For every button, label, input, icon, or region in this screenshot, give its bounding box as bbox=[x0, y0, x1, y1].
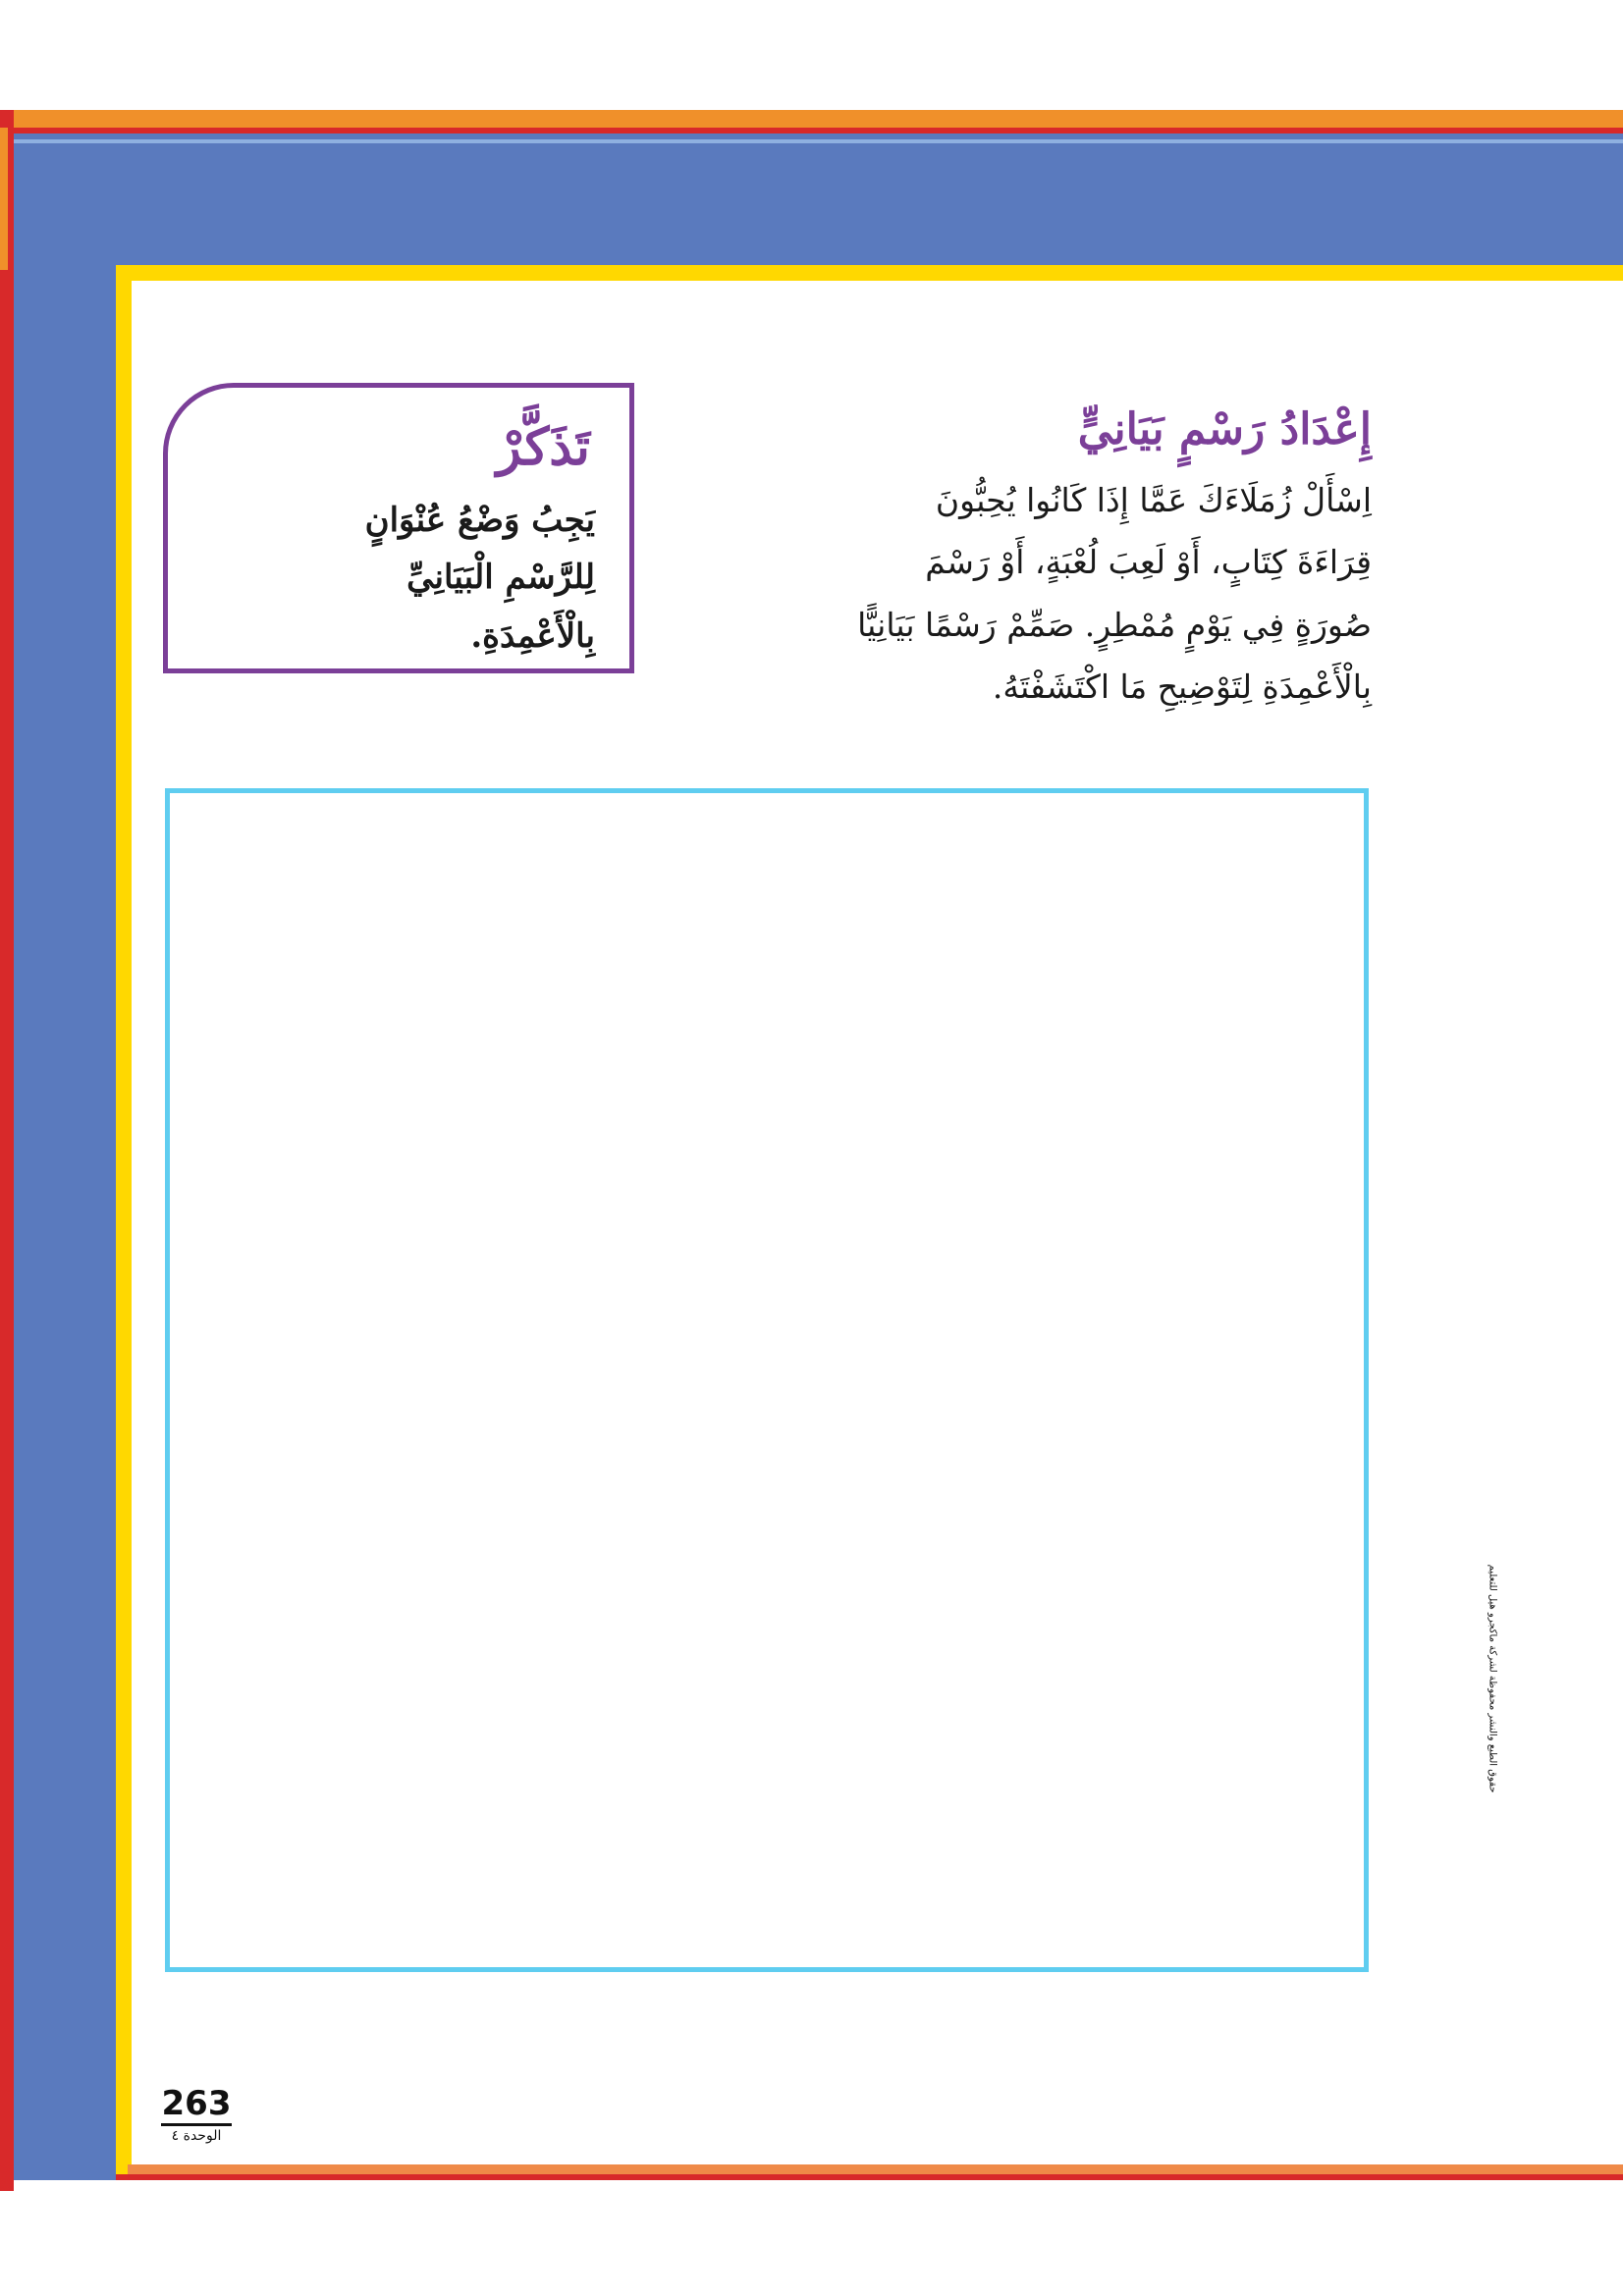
page-unit-label: الوحدة ٤ bbox=[171, 2128, 222, 2144]
instruction-line: اِسْأَلْ زُمَلَاءَكَ عَمَّا إِذَا كَانُوا يُحِبُّونَ bbox=[935, 481, 1372, 519]
instruction-line: صُورَةٍ فِي يَوْمٍ مُمْطِرٍ. صَمِّمْ رَسْمًا بَيَانِيًّا bbox=[857, 606, 1372, 644]
copyright-credit bbox=[1481, 1428, 1504, 1929]
copyright-credit-text: حقوق الطبع والنشر محفوظة لشركة ماكجرو هيل للتعليم bbox=[1487, 1564, 1498, 1793]
frame-orange-corner bbox=[0, 128, 8, 270]
page-number: 263 bbox=[161, 2084, 232, 2126]
remember-line: يَجِبُ وَضْعُ عُنْوَانٍ bbox=[364, 501, 595, 540]
frame-red-edge bbox=[0, 110, 14, 2191]
instruction-line: بِالْأَعْمِدَةِ لِتَوْضِيحِ مَا اكْتَشَفْتَهُ. bbox=[992, 667, 1372, 706]
frame-orange-stripe bbox=[0, 110, 1623, 128]
instruction-line: قِرَاءَةَ كِتَابٍ، أَوْ لَعِبَ لُعْبَةٍ، أَوْ رَسْمَ bbox=[925, 543, 1372, 581]
remember-title: تَذَكَّرْ bbox=[496, 417, 590, 477]
section-title: إِعْدَادُ رَسْمٍ بَيَانِيٍّ bbox=[1077, 404, 1372, 454]
frame-bottom-red bbox=[116, 2174, 1623, 2180]
remember-line: بِالْأَعْمِدَةِ. bbox=[470, 616, 595, 656]
frame-bottom-orange bbox=[128, 2164, 1623, 2174]
remember-line: لِلرَّسْمِ الْبَيَانِيِّ bbox=[406, 558, 595, 597]
bar-graph-drawing-area[interactable] bbox=[165, 788, 1369, 1972]
frame-blue-highlight bbox=[14, 139, 1623, 143]
